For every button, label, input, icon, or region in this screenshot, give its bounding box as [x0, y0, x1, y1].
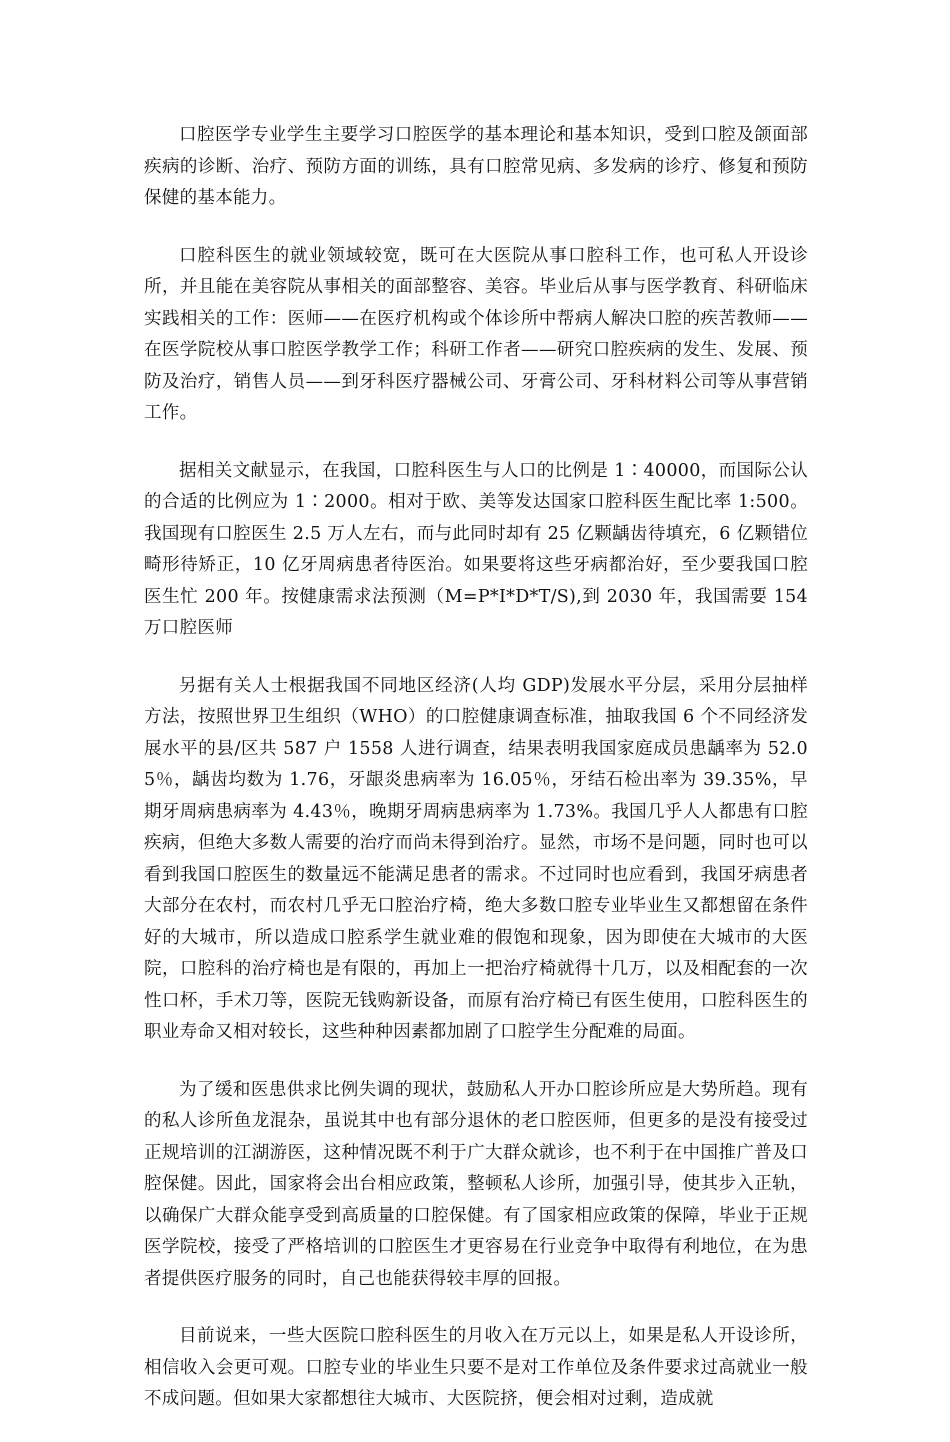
paragraph-employment-fields: 口腔科医生的就业领域较宽，既可在大医院从事口腔科工作，也可私人开设诊所，并且能在美容院从事相关的面部整容、美容。毕业后从事与医学教育、科研临床实践相关的工作：医师——在医疗机构或个体诊所中帮病人解决口腔的疾苦教师——在医学院校从事口腔医学教学工作；科研工作者——研究口腔疾病的发生、发展、预防及治疗，销售人员——到牙科医疗器械公司、牙膏公司、牙科材料公司等从事营销工作。 — [144, 245, 808, 423]
paragraph-survey-results: 另据有关人士根据我国不同地区经济(人均 GDP)发展水平分层，采用分层抽样方法，按照世界卫生组织（WHO）的口腔健康调查标准，抽取我国 6 个不同经济发展水平的县/区共 587 户 1558 人进行调查，结果表明我国家庭成员患龋率为 52.05％，龋齿均数为 1.76，牙龈炎患病率为 16.05％，牙结石检出率为 39.35%，早期牙周病患病率为 4.43％，晚期牙周病患病率为 1.73%。我国几乎人人都患有口腔疾病，但绝大多数人需要的治疗而尚未得到治疗。显然，市场不是问题，同时也可以看到我国口腔医生的数量远不能满足患者的需求。不过同时也应看到，我国牙病患者大部分在农村，而农村几乎无口腔治疗椅，绝大多数口腔专业毕业生又都想留在条件好的大城市，所以造成口腔系学生就业难的假饱和现象，因为即使在大城市的大医院，口腔科的治疗椅也是有限的，再加上一把治疗椅就得十几万，以及相配套的一次性口杯，手术刀等，医院无钱购新设备，而原有治疗椅已有医生使用，口腔科医生的职业寿命又相对较长，这些种种因素都加剧了口腔学生分配难的局面。 — [144, 675, 808, 1042]
paragraph-course-overview: 口腔医学专业学生主要学习口腔医学的基本理论和基本知识，受到口腔及颌面部疾病的诊断、治疗、预防方面的训练，具有口腔常见病、多发病的诊疗、修复和预防保健的基本能力。 — [144, 125, 808, 208]
paragraph-income-outlook: 目前说来，一些大医院口腔科医生的月收入在万元以上，如果是私人开设诊所，相信收入会更可观。口腔专业的毕业生只要不是对工作单位及条件要求过高就业一般不成问题。但如果大家都想往大城市、大医院挤，便会相对过剩，造成就 — [144, 1326, 808, 1409]
paragraph-private-clinics: 为了缓和医患供求比例失调的现状，鼓励私人开办口腔诊所应是大势所趋。现有的私人诊所鱼龙混杂，虽说其中也有部分退休的老口腔医师，但更多的是没有接受过正规培训的江湖游医，这种情况既不利于广大群众就诊，也不利于在中国推广普及口腔保健。因此，国家将会出台相应政策，整顿私人诊所，加强引导，使其步入正轨，以确保广大群众能享受到高质量的口腔保健。有了国家相应政策的保障，毕业于正规医学院校，接受了严格培训的口腔医生才更容易在行业竞争中取得有利地位，在为患者提供医疗服务的同时，自己也能获得较丰厚的回报。 — [144, 1079, 808, 1289]
document-page — [144, 120, 808, 1442]
paragraph-dentist-ratio: 据相关文献显示，在我国，口腔科医生与人口的比例是 1∶40000，而国际公认的合适的比例应为 1∶2000。相对于欧、美等发达国家口腔科医生配比率 1:500。我国现有口腔医生 2.5 万人左右，而与此同时却有 25 亿颗龋齿待填充，6 亿颗错位畸形待矫正，10 亿牙周病患者待医治。如果要将这些牙病都治好，至少要我国口腔医生忙 200 年。按健康需求法预测（M=P*I*D*T/S),到 2030 年，我国需要 154 万口腔医师 — [144, 460, 808, 638]
